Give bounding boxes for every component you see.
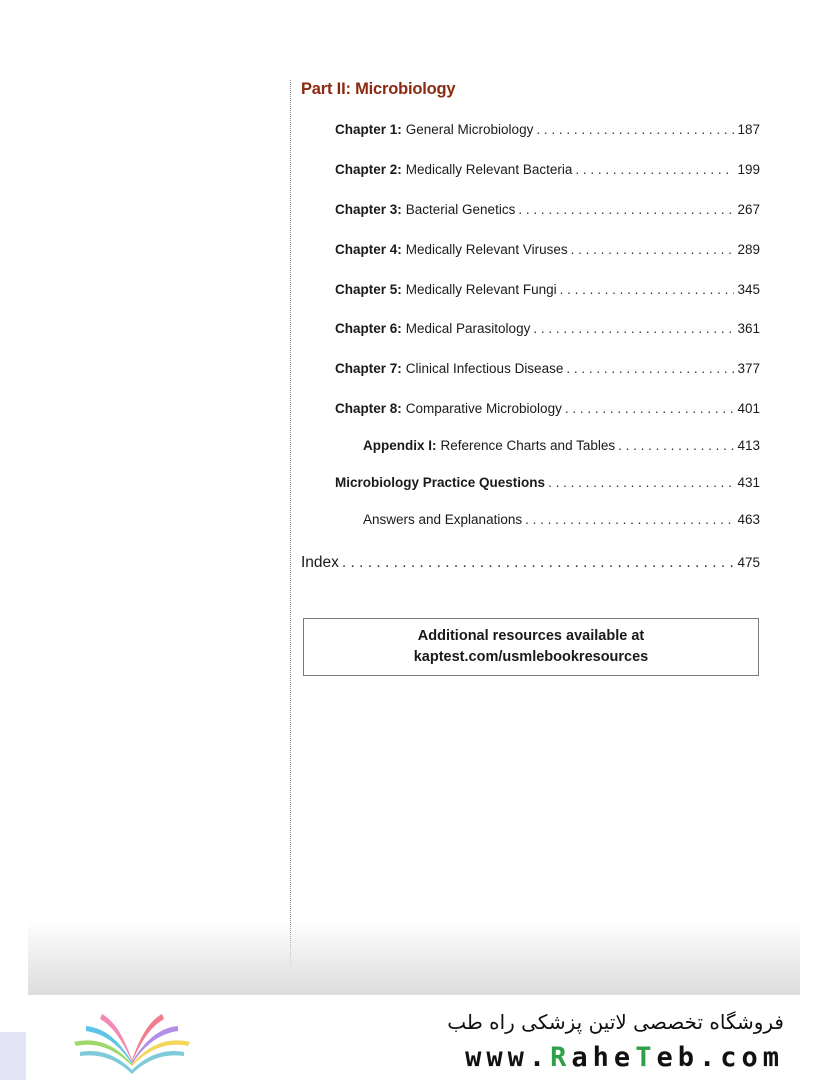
toc-page-number: 463: [737, 512, 760, 527]
toc-label: Chapter 7:: [335, 361, 402, 376]
toc-leader-dots: [533, 321, 734, 336]
toc-leader-dots: [560, 282, 735, 297]
toc-page-number: 199: [737, 162, 760, 177]
toc-leader-dots: [548, 475, 734, 490]
toc-leader-dots: [575, 162, 734, 177]
toc-entry-chapter-1[interactable]: [335, 122, 760, 137]
toc-leader-dots: [566, 361, 734, 376]
toc-entry-answers[interactable]: [363, 512, 760, 527]
toc-leader-dots: [536, 122, 734, 137]
toc-page-number: 345: [737, 282, 760, 297]
url-prefix: www.: [465, 1042, 551, 1073]
toc-title: Medically Relevant Fungi: [405, 282, 557, 297]
toc-leader-dots: [342, 554, 735, 572]
toc-entry-practice-questions[interactable]: [335, 475, 760, 490]
toc-title: Medically Relevant Bacteria: [405, 162, 573, 177]
open-book-rainbow-logo-icon: [66, 1008, 198, 1074]
toc-title: Index: [301, 554, 339, 571]
toc-page-number: 413: [737, 438, 760, 453]
toc-label: Microbiology Practice Questions: [335, 475, 546, 490]
toc-leader-dots: [618, 438, 734, 453]
page-bottom-shadow: [28, 920, 800, 995]
toc-leader-dots: [571, 242, 735, 257]
toc-entry-appendix-1[interactable]: [363, 438, 760, 453]
toc-page-number: 361: [737, 321, 760, 336]
toc-entry-chapter-7[interactable]: [335, 361, 760, 376]
toc-title: General Microbiology: [405, 122, 534, 137]
toc-title: Bacterial Genetics: [405, 202, 516, 217]
toc-leader-dots: [525, 512, 734, 527]
toc-label: Chapter 1:: [335, 122, 402, 137]
toc-title: Medically Relevant Viruses: [405, 242, 568, 257]
toc-entry-chapter-4[interactable]: [335, 242, 760, 257]
toc-label: Chapter 3:: [335, 202, 402, 217]
toc-entry-chapter-8[interactable]: [335, 401, 760, 416]
url-letter-r: R: [550, 1042, 572, 1073]
callout-line-2[interactable]: kaptest.com/usmlebookresources: [413, 649, 649, 665]
persian-store-name: فروشگاه تخصصی لاتین پزشکی راه طب: [447, 1010, 784, 1034]
dotted-vertical-rule: [290, 80, 291, 995]
toc-title: Medical Parasitology: [405, 321, 531, 336]
toc-title: Answers and Explanations: [363, 512, 523, 527]
toc-page-number: 401: [737, 401, 760, 416]
toc-title: Clinical Infectious Disease: [405, 361, 564, 376]
toc-leader-dots: [565, 401, 735, 416]
toc-page-number: 289: [737, 242, 760, 257]
toc-label: Chapter 8:: [335, 401, 402, 416]
part-title: Part II: Microbiology: [301, 80, 456, 98]
url-middle: ahe: [571, 1042, 636, 1073]
footer-edge-strip: [0, 1032, 26, 1080]
toc-label: Chapter 4:: [335, 242, 402, 257]
toc-page-number: 475: [737, 555, 760, 570]
toc-entry-chapter-2[interactable]: [335, 162, 760, 177]
url-suffix: eb.com: [656, 1042, 784, 1073]
toc-leader-dots: [518, 202, 734, 217]
store-url[interactable]: [436, 1042, 784, 1073]
toc-entry-chapter-3[interactable]: [335, 202, 760, 217]
callout-line-1: Additional resources available at: [417, 628, 645, 644]
toc-label: Chapter 6:: [335, 321, 402, 336]
toc-title: Comparative Microbiology: [405, 401, 562, 416]
toc-entry-chapter-5[interactable]: [335, 282, 760, 297]
toc-entry-index[interactable]: [301, 554, 760, 572]
toc-label: Appendix I:: [363, 438, 437, 453]
resources-callout-box: [303, 618, 759, 676]
toc-page-number: 431: [737, 475, 760, 490]
url-letter-t: T: [635, 1042, 657, 1073]
toc-title: Reference Charts and Tables: [440, 438, 616, 453]
toc-page-number: 377: [737, 361, 760, 376]
toc-page-number: 267: [737, 202, 760, 217]
toc-entry-chapter-6[interactable]: [335, 321, 760, 336]
toc-page-number: 187: [737, 122, 760, 137]
toc-label: Chapter 5:: [335, 282, 402, 297]
watermark-footer: [0, 996, 828, 1080]
toc-label: Chapter 2:: [335, 162, 402, 177]
